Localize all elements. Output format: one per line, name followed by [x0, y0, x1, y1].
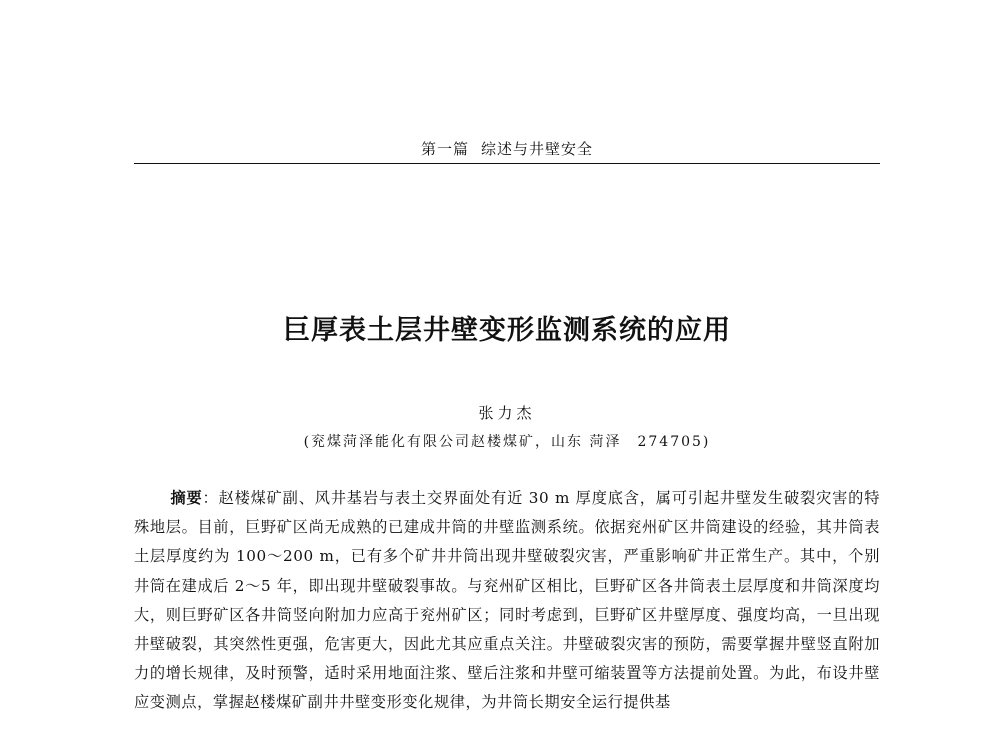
author: 张力杰 [478, 404, 536, 422]
section-label: 综述与井壁安全 [481, 140, 594, 158]
running-header [134, 138, 880, 159]
part-label: 第一篇 [420, 140, 469, 158]
affiliation: (兖煤菏泽能化有限公司赵楼煤矿，山东 菏泽 274705) [303, 434, 711, 450]
abstract-text: 赵楼煤矿副、风井基岩与表土交界面处有近 30 m 厚度底含，属可引起井壁发生破裂灾害的特殊地层。目前，巨野矿区尚无成熟的已建成井筒的井壁监测系统。依据兖州矿区井筒建设的经验，其井筒表土层厚度约为 100～200 m，已有多个矿井井筒出现井壁破裂灾害，严重影响矿井正常生产。其中，个别井筒在建成后 2～5 年，即出现井壁破裂事故。与兖州矿区相比，巨野矿区各井筒表土层厚度和井筒深度均大，则巨野矿区各井筒竖向附加力应高于兖州矿区；同时考虑到，巨野矿区井壁厚度、强度均高，一旦出现井壁破裂，其突然性更强，危害更大，因此尤其应重点关注。井壁破裂灾害的预防，需要掌握井壁竖直附加力的增长规律，及时预警，适时采用地面注浆、壁后注浆和井壁可缩装置等方法提前处置。为此，布设井壁应变测点，掌握赵楼煤矿副井井壁变形变化规律，为井筒长期安全运行提供基 [134, 489, 880, 712]
abstract-separator: ： [202, 489, 219, 507]
paper-title: 巨厚表土层井壁变形监测系统的应用 [283, 315, 731, 346]
header-rule [134, 163, 880, 164]
abstract [134, 484, 880, 718]
abstract-label: 摘要 [170, 489, 203, 507]
